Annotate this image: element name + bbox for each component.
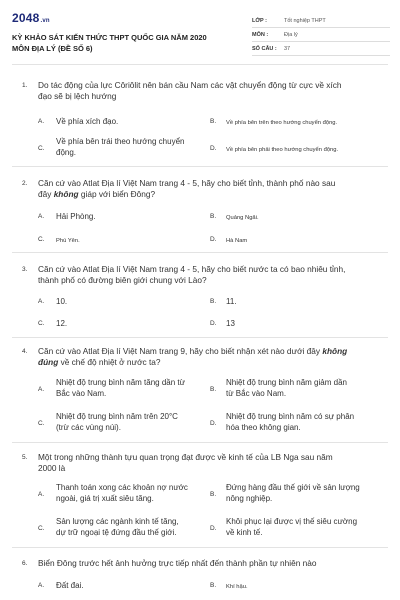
option-letter[interactable]: A. bbox=[38, 386, 45, 393]
option-letter[interactable]: C. bbox=[38, 145, 45, 152]
option-text-line: Nhiệt độ trung bình năm giảm dần bbox=[226, 378, 347, 387]
option-text-line: Nhiệt độ trung bình năm trên 20°C bbox=[56, 412, 178, 421]
question-text bbox=[38, 264, 388, 286]
question-number: 2. bbox=[22, 180, 28, 187]
question-divider bbox=[12, 442, 388, 443]
question-emphasis: đúng bbox=[38, 357, 59, 367]
question-text-line: Biển Đông trước hết ảnh hưởng trực tiếp nhất đến thành phần tự nhiên nào bbox=[38, 558, 317, 568]
meta-subject-value: Địa lý bbox=[284, 32, 298, 38]
option-text[interactable]: 10. bbox=[56, 297, 68, 306]
question-text-line: Căn cứ vào Atlat Địa lí Việt Nam trang 4 - 5, hãy cho biết nước ta có bao nhiêu tỉnh, bbox=[38, 264, 346, 274]
question-divider bbox=[12, 547, 388, 548]
question-text-line: Căn cứ vào Atlat Địa lí Việt Nam trang 4 - 5, hãy cho biết tỉnh, thành phố nào sau bbox=[38, 178, 336, 188]
header-divider bbox=[12, 64, 388, 65]
question-text bbox=[38, 178, 388, 200]
option-text-line: nông nghiệp. bbox=[226, 494, 273, 503]
option-letter[interactable]: C. bbox=[38, 236, 45, 243]
question-divider bbox=[12, 337, 388, 338]
question-number: 1. bbox=[22, 82, 28, 89]
option-letter[interactable]: B. bbox=[210, 213, 217, 220]
option-letter[interactable]: B. bbox=[210, 298, 217, 305]
option-letter[interactable]: B. bbox=[210, 491, 217, 498]
option-text-line: ngoài, giá trị xuất siêu tăng. bbox=[56, 494, 154, 503]
option-text[interactable]: Hà Nam bbox=[226, 238, 248, 244]
option-text[interactable] bbox=[56, 377, 185, 399]
option-text[interactable] bbox=[56, 136, 184, 158]
exam-header bbox=[0, 0, 400, 62]
option-text[interactable]: Quảng Ngãi. bbox=[226, 215, 259, 221]
question-text-part: Căn cứ vào Atlat Địa lí Việt Nam trang 9, hãy cho biết nhận xét nào dưới đây bbox=[38, 346, 323, 356]
question-text-line bbox=[38, 189, 388, 200]
question-text-line: đạo sẽ bị lệch hướng bbox=[38, 91, 117, 101]
option-letter[interactable]: C. bbox=[38, 420, 45, 427]
option-text-line: về kinh tế. bbox=[226, 528, 263, 537]
option-letter[interactable]: A. bbox=[38, 582, 45, 589]
question-divider bbox=[12, 166, 388, 167]
option-text[interactable]: Đất đai. bbox=[56, 581, 84, 590]
option-text[interactable]: Về phía xích đạo. bbox=[56, 117, 119, 126]
option-text-line: động. bbox=[56, 148, 77, 157]
question-number: 3. bbox=[22, 266, 28, 273]
option-text[interactable] bbox=[56, 516, 179, 538]
question-text bbox=[38, 346, 388, 368]
option-text-line: Đứng hàng đầu thế giới về sản lượng bbox=[226, 483, 360, 492]
question-text-part: đây bbox=[38, 189, 54, 199]
option-text-line: Nhiệt độ trung bình năm có sự phân bbox=[226, 412, 355, 421]
option-text-line: Nhiệt độ trung bình năm tăng dần từ bbox=[56, 378, 185, 387]
question-divider bbox=[12, 252, 388, 253]
option-text[interactable] bbox=[226, 377, 347, 399]
option-text-line: (trừ các vùng núi). bbox=[56, 423, 121, 432]
option-text[interactable] bbox=[226, 516, 357, 538]
option-letter[interactable]: D. bbox=[210, 525, 217, 532]
exam-subject-title: MÔN ĐỊA LÝ (ĐỀ SỐ 6) bbox=[12, 44, 93, 53]
meta-count-value: 37 bbox=[284, 46, 291, 52]
question-text bbox=[38, 80, 388, 102]
meta-subject bbox=[252, 30, 390, 42]
question-text-line: Một trong những thành tựu quan trọng đạt được về kinh tế của LB Nga sau năm bbox=[38, 452, 333, 462]
option-text-line: Khôi phục lại được vị thế siêu cường bbox=[226, 517, 358, 526]
option-text-line: dự trữ ngoại tệ đứng đầu thế giới. bbox=[56, 528, 177, 537]
question-text-line bbox=[38, 357, 388, 368]
option-text[interactable]: Khí hậu. bbox=[226, 584, 248, 590]
question-text-line: thành phố có đường biên giới chung với Lào? bbox=[38, 275, 207, 285]
option-letter[interactable]: A. bbox=[38, 118, 45, 125]
meta-class-value: Tốt nghiệp THPT bbox=[284, 18, 326, 24]
site-logo[interactable] bbox=[12, 11, 50, 25]
option-text-line: Về phía bên trái theo hướng chuyển bbox=[56, 137, 185, 146]
option-text[interactable]: Phú Yên. bbox=[56, 238, 80, 244]
question-text bbox=[38, 558, 388, 569]
option-text-line: hóa theo không gian. bbox=[226, 423, 301, 432]
option-text[interactable]: 12. bbox=[56, 319, 68, 328]
option-text-line: từ Bắc vào Nam. bbox=[226, 389, 287, 398]
option-text-line: Bắc vào Nam. bbox=[56, 389, 107, 398]
meta-count-key: SỐ CÂU : bbox=[252, 46, 277, 52]
option-text-line: Sản lượng các ngành kinh tế tăng, bbox=[56, 517, 179, 526]
option-letter[interactable]: B. bbox=[210, 118, 217, 125]
option-text[interactable] bbox=[56, 482, 188, 504]
meta-count bbox=[252, 44, 390, 56]
exam-title: KỲ KHẢO SÁT KIẾN THỨC THPT QUỐC GIA NĂM 2020 bbox=[12, 33, 207, 42]
option-letter[interactable]: D. bbox=[210, 145, 217, 152]
option-letter[interactable]: A. bbox=[38, 298, 45, 305]
question-text bbox=[38, 452, 388, 474]
question-text-part: về chế độ nhiệt ở nước ta? bbox=[58, 357, 161, 367]
option-text[interactable] bbox=[226, 482, 360, 504]
option-letter[interactable]: A. bbox=[38, 491, 45, 498]
question-text-line: 2000 là bbox=[38, 463, 66, 473]
option-letter[interactable]: D. bbox=[210, 236, 217, 243]
question-text-part: giáp với biển Đông? bbox=[78, 189, 156, 199]
option-letter[interactable]: D. bbox=[210, 420, 217, 427]
option-text[interactable]: Về phía bên trên theo hướng chuyển động. bbox=[226, 120, 338, 126]
question-text-line bbox=[38, 346, 388, 357]
logo-suffix: .vn bbox=[40, 18, 50, 24]
option-letter[interactable]: D. bbox=[210, 320, 217, 327]
question-text-line: Do tác động của lực Côriôlit nên bán cầu Nam các vật chuyển động từ cực về xích bbox=[38, 80, 342, 90]
question-number: 4. bbox=[22, 348, 28, 355]
meta-class bbox=[252, 16, 390, 28]
question-number: 5. bbox=[22, 454, 28, 461]
meta-subject-key: MÔN : bbox=[252, 32, 269, 38]
option-text[interactable] bbox=[226, 411, 354, 433]
option-text[interactable]: 13 bbox=[226, 319, 235, 328]
logo-text: 2048 bbox=[12, 11, 40, 25]
option-text[interactable] bbox=[56, 411, 178, 433]
meta-class-key: LỚP : bbox=[252, 18, 267, 24]
option-text[interactable]: Hải Phòng. bbox=[56, 212, 96, 221]
option-letter[interactable]: A. bbox=[38, 213, 45, 220]
option-letter[interactable]: C. bbox=[38, 320, 45, 327]
option-letter[interactable]: B. bbox=[210, 386, 217, 393]
option-letter[interactable]: B. bbox=[210, 582, 217, 589]
question-number: 6. bbox=[22, 560, 28, 567]
question-emphasis: không bbox=[322, 346, 348, 356]
question-emphasis: không bbox=[53, 189, 79, 199]
option-letter[interactable]: C. bbox=[38, 525, 45, 532]
option-text[interactable]: Về phía bên phải theo hướng chuyển động. bbox=[226, 147, 339, 153]
option-text[interactable]: 11. bbox=[226, 297, 237, 306]
option-text-line: Thanh toán xong các khoản nợ nước bbox=[56, 483, 188, 492]
